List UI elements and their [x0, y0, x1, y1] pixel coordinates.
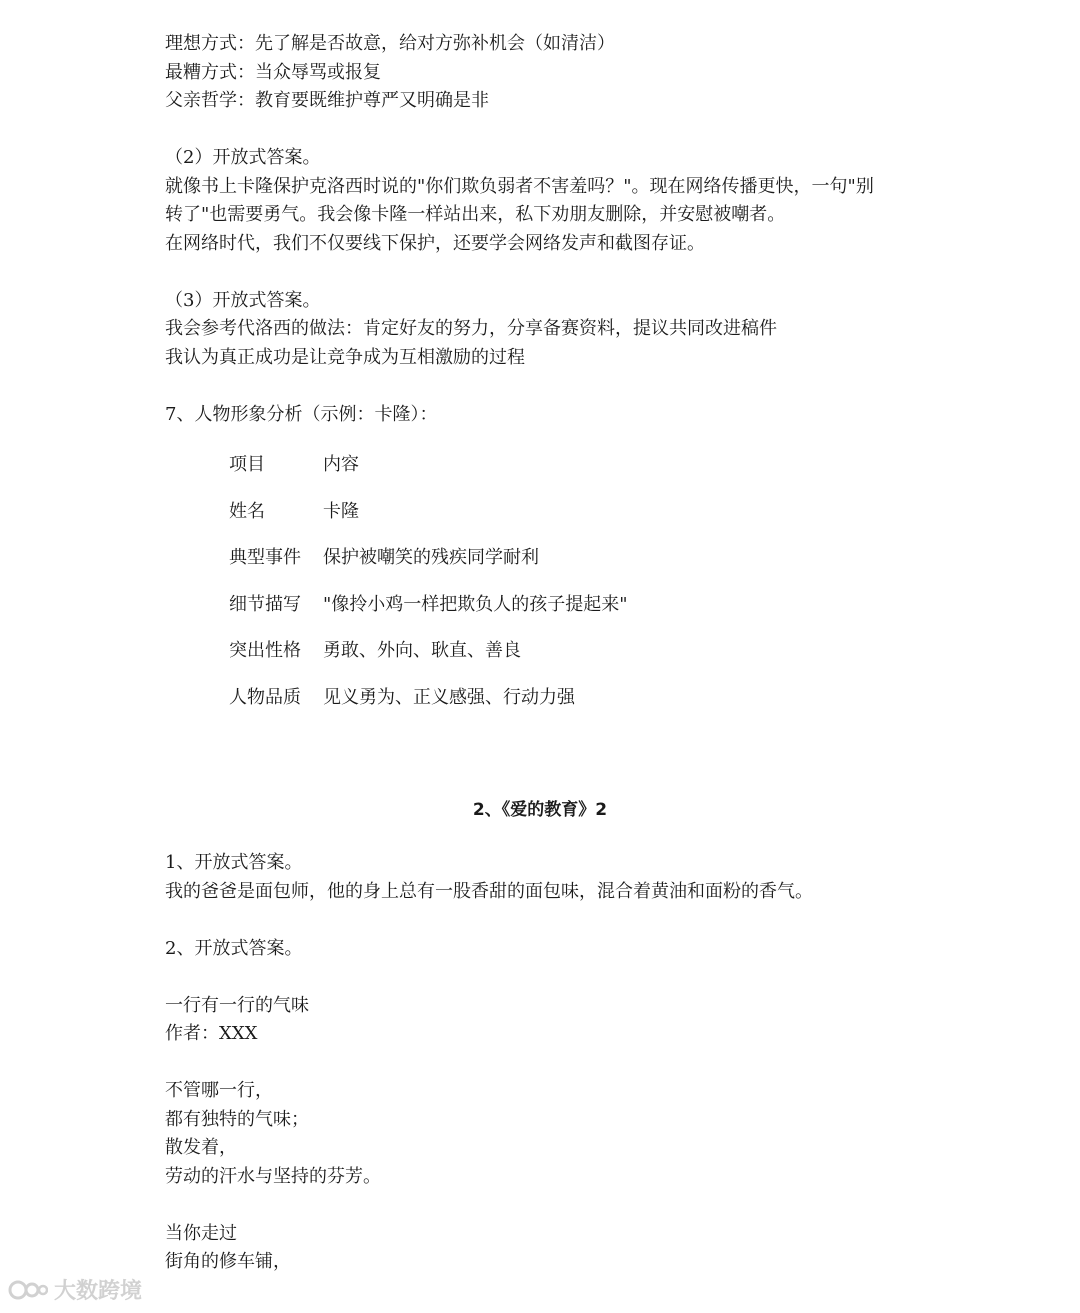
- text-c-line: 我认为真正成功是让竞争成为互相激励的过程: [165, 346, 525, 368]
- poem-head-line: 一行有一行的气味: [165, 994, 309, 1016]
- part2-block: [165, 849, 965, 1277]
- table-row: [229, 637, 965, 684]
- q2-line: 2、开放式答案。: [165, 937, 303, 959]
- datashu-logo-icon: [8, 1278, 48, 1302]
- poem-head-line: 作者：XXX: [165, 1023, 258, 1044]
- table-row: [229, 544, 965, 591]
- text-b-line: 在网络时代，我们不仅要线下保护，还要学会网络发声和截图存证。: [165, 232, 705, 254]
- q1-line: 我的爸爸是面包师，他的身上总有一股香甜的面包味，混合着黄油和面粉的香气。: [165, 880, 813, 902]
- stanza1-line: 散发着，: [165, 1137, 237, 1158]
- table-key: 人物品质: [229, 686, 301, 708]
- stanza1-line: 不管哪一行，: [165, 1080, 273, 1101]
- table-key: 细节描写: [229, 593, 301, 615]
- table-value: 内容: [323, 454, 359, 475]
- q7-title: 7、人物形象分析（示例：卡隆）：: [165, 403, 438, 425]
- stanza1-line: 都有独特的气味；: [165, 1108, 309, 1130]
- table-row: [229, 498, 965, 545]
- table-key: 项目: [229, 454, 265, 475]
- section-title: 2、《爱的教育》2: [472, 800, 608, 820]
- table-value: 保护被嘲笑的残疾同学耐利: [323, 547, 539, 568]
- text-a-line: 理想方式：先了解是否故意，给对方弥补机会（如清洁）: [165, 33, 615, 54]
- text-b-line: （2）开放式答案。: [165, 147, 321, 168]
- document-page: [165, 30, 965, 1272]
- text-block-c: [165, 287, 965, 373]
- text-c-line: （3）开放式答案。: [165, 289, 321, 311]
- poem-stanza-2: [165, 1220, 965, 1277]
- watermark-text: 大数跨境: [54, 1279, 143, 1304]
- watermark: [8, 1274, 142, 1305]
- poem-header: [165, 992, 965, 1049]
- table-value: 勇敢、外向、耿直、善良: [323, 640, 521, 661]
- text-c-line: 我会参考代洛西的做法：肯定好友的努力，分享备赛资料，提议共同改进稿件: [165, 318, 777, 339]
- poem-stanza-1: [165, 1077, 965, 1191]
- table-key: 姓名: [229, 500, 265, 522]
- q2-block: [165, 935, 965, 964]
- table-value: 卡隆: [323, 500, 359, 522]
- text-b-line: 转了"也需要勇气。我会像卡隆一样站出来，私下劝朋友删除，并安慰被嘲者。: [165, 204, 786, 225]
- table-value: 见义勇为、正义感强、行动力强: [323, 686, 575, 708]
- character-table: [229, 451, 965, 730]
- text-a-line: 最糟方式：当众辱骂或报复: [165, 61, 381, 83]
- table-key: 典型事件: [229, 547, 301, 568]
- stanza2-line: 当你走过: [165, 1222, 237, 1244]
- table-value: "像拎小鸡一样把欺负人的孩子提起来": [323, 593, 628, 615]
- text-b-line: 就像书上卡隆保护克洛西时说的"你们欺负弱者不害羞吗？"。现在网络传播更快，一句"别: [165, 175, 874, 197]
- q1-block: [165, 849, 965, 906]
- text-block-a: [165, 30, 965, 116]
- table-row: [229, 684, 965, 731]
- table-key: 突出性格: [229, 640, 301, 661]
- text-block-b: [165, 144, 965, 258]
- stanza1-line: 劳动的汗水与坚持的芬芳。: [165, 1165, 381, 1187]
- stanza2-line: 街角的修车铺，: [165, 1251, 291, 1272]
- table-row: [229, 451, 965, 498]
- table-row: [229, 591, 965, 638]
- text-a-line: 父亲哲学：教育要既维护尊严又明确是非: [165, 90, 489, 111]
- q1-line: 1、开放式答案。: [165, 852, 303, 873]
